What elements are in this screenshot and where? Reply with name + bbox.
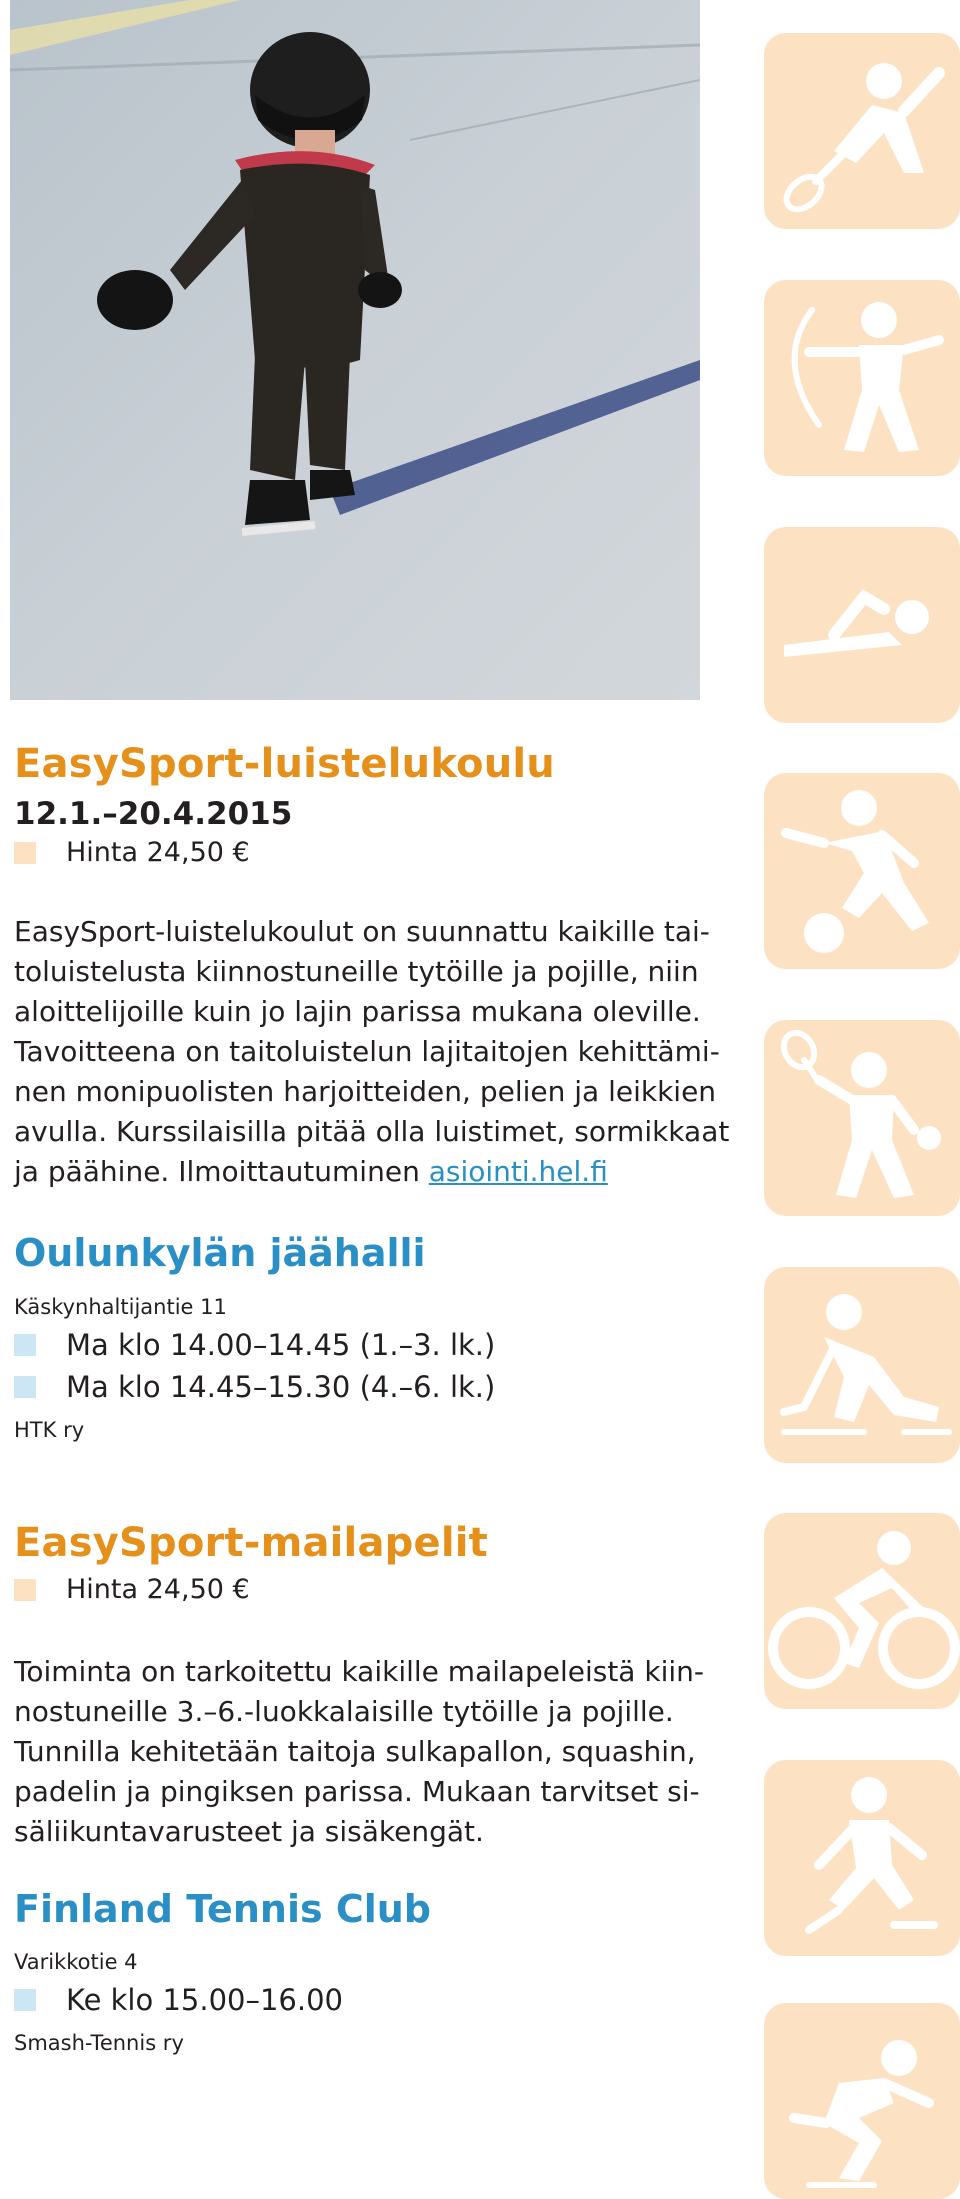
section2-title: EasySport-mailapelit — [14, 1520, 488, 1566]
section1-venue: Oulunkylän jäähalli — [14, 1231, 426, 1275]
paragraph-line: Tavoitteena on taitoluistelun lajitaitojen kehittämi- — [14, 1035, 720, 1068]
badminton-icon — [764, 33, 960, 229]
paragraph-line-last — [14, 1152, 708, 1192]
section1-slot-row — [14, 1328, 495, 1362]
section1-organizer: HTK ry — [14, 1418, 85, 1442]
section2-organizer: Smash-Tennis ry — [14, 2031, 184, 2055]
paragraph-line: nostuneille 3.–6.-luokkalaisille tytöille ja pojille. — [14, 1695, 674, 1728]
paragraph-line: nen monipuolisten harjoitteiden, pelien ja leikkien — [14, 1075, 717, 1108]
section2-address: Varikkotie 4 — [14, 1950, 138, 1974]
bullet-square — [14, 1579, 36, 1601]
bullet-square — [14, 1334, 36, 1356]
skating-icon — [764, 2003, 960, 2199]
section1-slot: Ma klo 14.00–14.45 (1.–3. lk.) — [66, 1328, 496, 1362]
section1-slot: Ma klo 14.45–15.30 (4.–6. lk.) — [66, 1370, 496, 1404]
cycling-icon — [764, 1513, 960, 1709]
section1-address: Käskynhaltijantie 11 — [14, 1295, 227, 1319]
section1-slot-row — [14, 1370, 495, 1404]
section1-price-row — [14, 837, 250, 868]
section1-paragraph — [14, 912, 730, 1192]
section2-paragraph — [14, 1652, 708, 1852]
paragraph-line: Toiminta on tarkoitettu kaikille mailapeleistä kiin- — [14, 1655, 704, 1688]
paragraph-line: aloittelijoille kuin jo lajin parissa mukana oleville. — [14, 995, 701, 1028]
section1-title: EasySport-luistelukoulu — [14, 741, 555, 787]
paragraph-line: EasySport-luistelukoulut on suunnattu kaikille tai- — [14, 915, 710, 948]
paragraph-line: avulla. Kurssilaisilla pitää olla luistimet, sormikkaat — [14, 1115, 730, 1148]
paragraph-last-text: ja päähine. Ilmoittautuminen — [14, 1155, 420, 1188]
paragraph-line: Tunnilla kehitetään taitoja sulkapallon, squashin, — [14, 1735, 696, 1768]
paragraph-line: toluistelusta kiinnostuneille tytöille ja pojille, niin — [14, 955, 699, 988]
ice-hockey-icon — [764, 1267, 960, 1463]
football-icon — [764, 773, 960, 969]
skating-child-photo — [10, 0, 700, 700]
tennis-icon — [764, 1020, 960, 1216]
section2-slot-row — [14, 1983, 343, 2017]
section2-slot: Ke klo 15.00–16.00 — [66, 1983, 343, 2017]
section2-venue: Finland Tennis Club — [14, 1887, 431, 1931]
section1-price: Hinta 24,50 € — [66, 837, 250, 868]
section2-price-row — [14, 1574, 250, 1605]
paragraph-line: padelin ja pingiksen parissa. Mukaan tarvitset si- — [14, 1775, 700, 1808]
bullet-square — [14, 1989, 36, 2011]
section2-price: Hinta 24,50 € — [66, 1574, 250, 1605]
registration-link[interactable]: asiointi.hel.fi — [428, 1155, 608, 1188]
archery-icon — [764, 280, 960, 476]
paragraph-line: säliikuntavarusteet ja sisäkengät. — [14, 1815, 484, 1848]
swimming-icon — [764, 527, 960, 723]
bullet-square — [14, 842, 36, 864]
roller-skating-icon — [764, 1760, 960, 1956]
section1-date: 12.1.–20.4.2015 — [14, 796, 293, 832]
bullet-square — [14, 1376, 36, 1398]
